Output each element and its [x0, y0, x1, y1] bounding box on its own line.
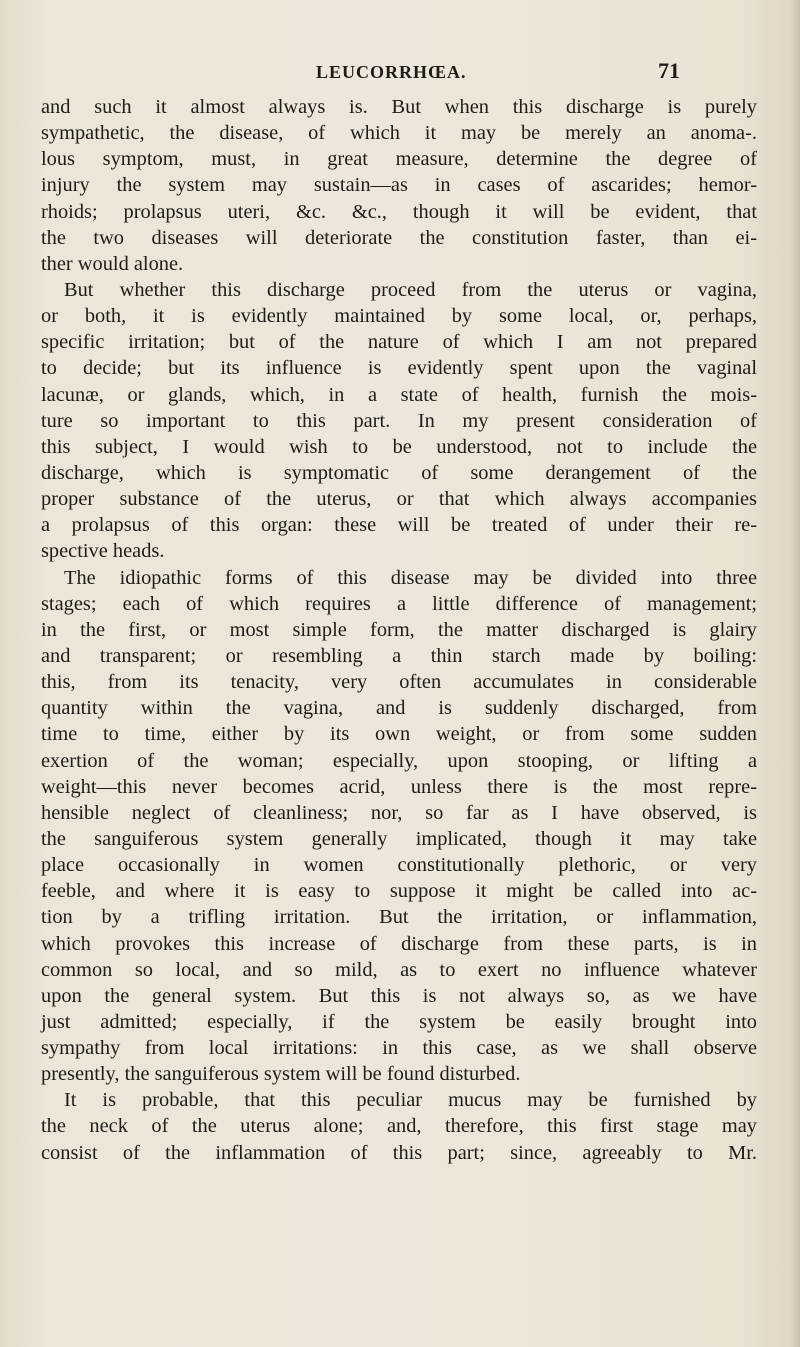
text-line: proper substance of the uterus, or that which always accompanies [41, 488, 757, 511]
page-number: 71 [658, 58, 680, 83]
text-line: sympathetic, the disease, of which it may be merely an anoma-. [41, 122, 757, 145]
text-line: ture so important to this part. In my present consideration of [41, 409, 757, 432]
text-line: lous symptom, must, in great measure, determine the degree of [41, 148, 757, 171]
text-line: just admitted; especially, if the system be easily brought into [41, 1010, 757, 1033]
text-line: But whether this discharge proceed from the uterus or vagina, [64, 278, 757, 301]
running-head [0, 58, 800, 92]
text-line: or both, it is evidently maintained by some local, or, perhaps, [41, 305, 757, 328]
text-line: this subject, I would wish to be understood, not to include the [41, 435, 757, 458]
text-line: which provokes this increase of discharge from these parts, is in [41, 932, 757, 955]
text-line: exertion of the woman; especially, upon stooping, or lifting a [41, 749, 757, 772]
running-title: LEUCORRHŒA. [316, 62, 467, 82]
text-line: specific irritation; but of the nature of which I am not prepared [41, 331, 757, 354]
text-line: upon the general system. But this is not always so, as we have [41, 984, 757, 1007]
text-line: the neck of the uterus alone; and, therefore, this first stage may [41, 1115, 757, 1138]
text-line: sympathy from local irritations: in this case, as we shall observe [41, 1037, 757, 1060]
text-line: consist of the inflammation of this part; since, agreeably to Mr. [41, 1141, 757, 1164]
text-line: ther would alone. [41, 252, 184, 275]
text-line: The idiopathic forms of this disease may be divided into three [64, 566, 757, 589]
text-line: presently, the sanguiferous system will be found disturbed. [41, 1063, 521, 1086]
page-edge-shadow [790, 0, 800, 1347]
text-line: the two diseases will deteriorate the constitution faster, than ei- [41, 226, 757, 249]
text-line: stages; each of which requires a little difference of management; [41, 592, 757, 615]
text-line: place occasionally in women constitutionally plethoric, or very [41, 854, 757, 877]
text-line: hensible neglect of cleanliness; nor, so far as I have observed, is [41, 801, 757, 824]
text-line: to decide; but its influence is evidently spent upon the vaginal [41, 357, 757, 380]
text-line: lacunæ, or glands, which, in a state of health, furnish the mois- [41, 383, 757, 406]
text-line: rhoids; prolapsus uteri, &c. &c., though it will be evident, that [41, 200, 757, 223]
text-line: It is probable, that this peculiar mucus may be furnished by [64, 1089, 757, 1112]
text-line: in the first, or most simple form, the matter discharged is glairy [41, 618, 757, 641]
text-line: weight—this never becomes acrid, unless there is the most repre- [41, 775, 757, 798]
text-line: tion by a trifling irritation. But the irritation, or inflammation, [41, 906, 757, 929]
text-line: and such it almost always is. But when this discharge is purely [41, 96, 757, 118]
text-line: a prolapsus of this organ: these will be treated of under their re- [41, 514, 757, 537]
text-line: quantity within the vagina, and is suddenly discharged, from [41, 697, 757, 720]
text-line: time to time, either by its own weight, or from some sudden [41, 723, 757, 746]
body-text [41, 94, 757, 1166]
text-line: feeble, and where it is easy to suppose it might be called into ac- [41, 880, 757, 903]
text-line: spective heads. [41, 540, 165, 563]
text-line: common so local, and so mild, as to exert no influence whatever [41, 958, 757, 981]
text-line: the sanguiferous system generally implicated, though it may take [41, 827, 757, 850]
text-line: discharge, which is symptomatic of some derangement of the [41, 461, 757, 484]
text-line: injury the system may sustain—as in cases of ascarides; hemor- [41, 174, 757, 197]
text-line: this, from its tenacity, very often accumulates in considerable [41, 671, 757, 694]
text-line: and transparent; or resembling a thin starch made by boiling: [41, 644, 757, 667]
